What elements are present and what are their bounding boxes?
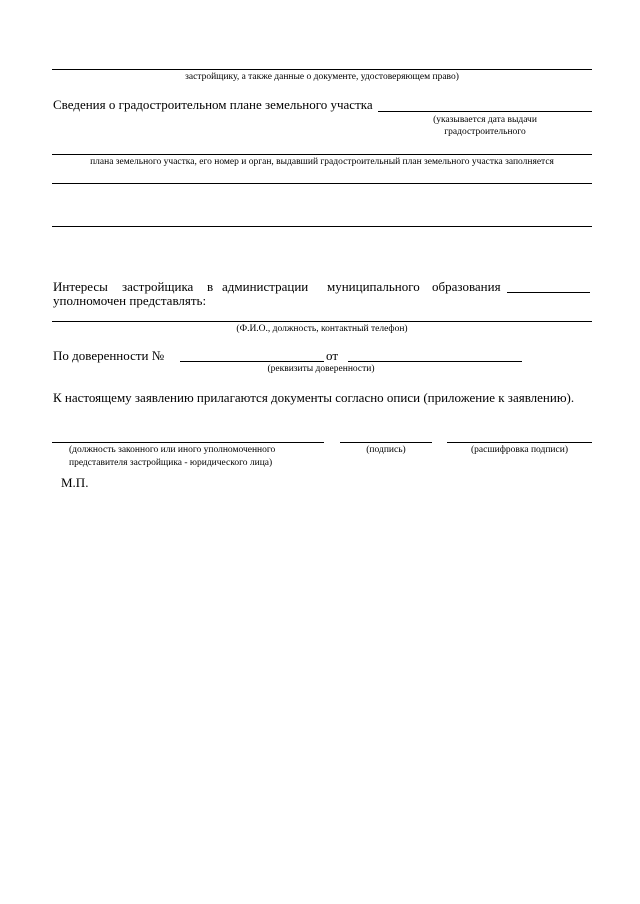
stamp-label: М.П. [61, 475, 89, 490]
position-caption-1: (должность законного или иного уполномоченного [69, 445, 276, 455]
rep-word-1: Интересы [53, 279, 108, 294]
rep-caption: (Ф.И.О., должность, контактный телефон) [236, 324, 408, 334]
decryption-line[interactable] [447, 442, 592, 443]
rep-word-5: муниципального [327, 279, 420, 294]
signature-caption: (подпись) [366, 445, 406, 455]
position-line[interactable] [52, 442, 324, 443]
poa-number-line[interactable] [180, 361, 324, 362]
decryption-caption: (расшифровка подписи) [471, 445, 568, 455]
poa-date-line[interactable] [348, 361, 522, 362]
signature-line[interactable] [340, 442, 432, 443]
rule-gpzu-4[interactable] [52, 226, 592, 227]
gpzu-hint-2: градостроительного [444, 127, 526, 137]
gpzu-fill-line[interactable] [378, 111, 592, 112]
rep-word-2: застройщика [122, 279, 194, 294]
poa-caption: (реквизиты доверенности) [267, 364, 375, 374]
rep-fill-line-1[interactable] [507, 292, 590, 293]
rule-gpzu-3[interactable] [52, 183, 592, 184]
rep-word-6: образования [432, 279, 501, 294]
position-caption-2: представителя застройщика - юридического лица) [69, 458, 273, 468]
poa-label: По доверенности № [53, 348, 165, 363]
gpzu-label: Сведения о градостроительном плане земельного участка [53, 97, 373, 112]
right-document-caption: застройщику, а также данные о документе, удостоверяющем право) [185, 72, 459, 82]
poa-from-label: от [326, 348, 339, 363]
gpzu-hint-3: плана земельного участка, его номер и орган, выдавший градостроительный план земельного участка заполняется [90, 157, 554, 167]
rep-word-3: в [207, 279, 214, 294]
attachments-text: К настоящему заявлению прилагаются документы согласно описи (приложение к заявлению). [53, 390, 575, 405]
rep-line-2: уполномочен представлять: [53, 293, 207, 308]
rule-top [52, 69, 592, 70]
rule-gpzu-2[interactable] [52, 154, 592, 155]
gpzu-hint-1: (указывается дата выдачи [433, 115, 537, 125]
rep-word-4: администрации [222, 279, 309, 294]
rep-fill-line-2[interactable] [52, 321, 592, 322]
